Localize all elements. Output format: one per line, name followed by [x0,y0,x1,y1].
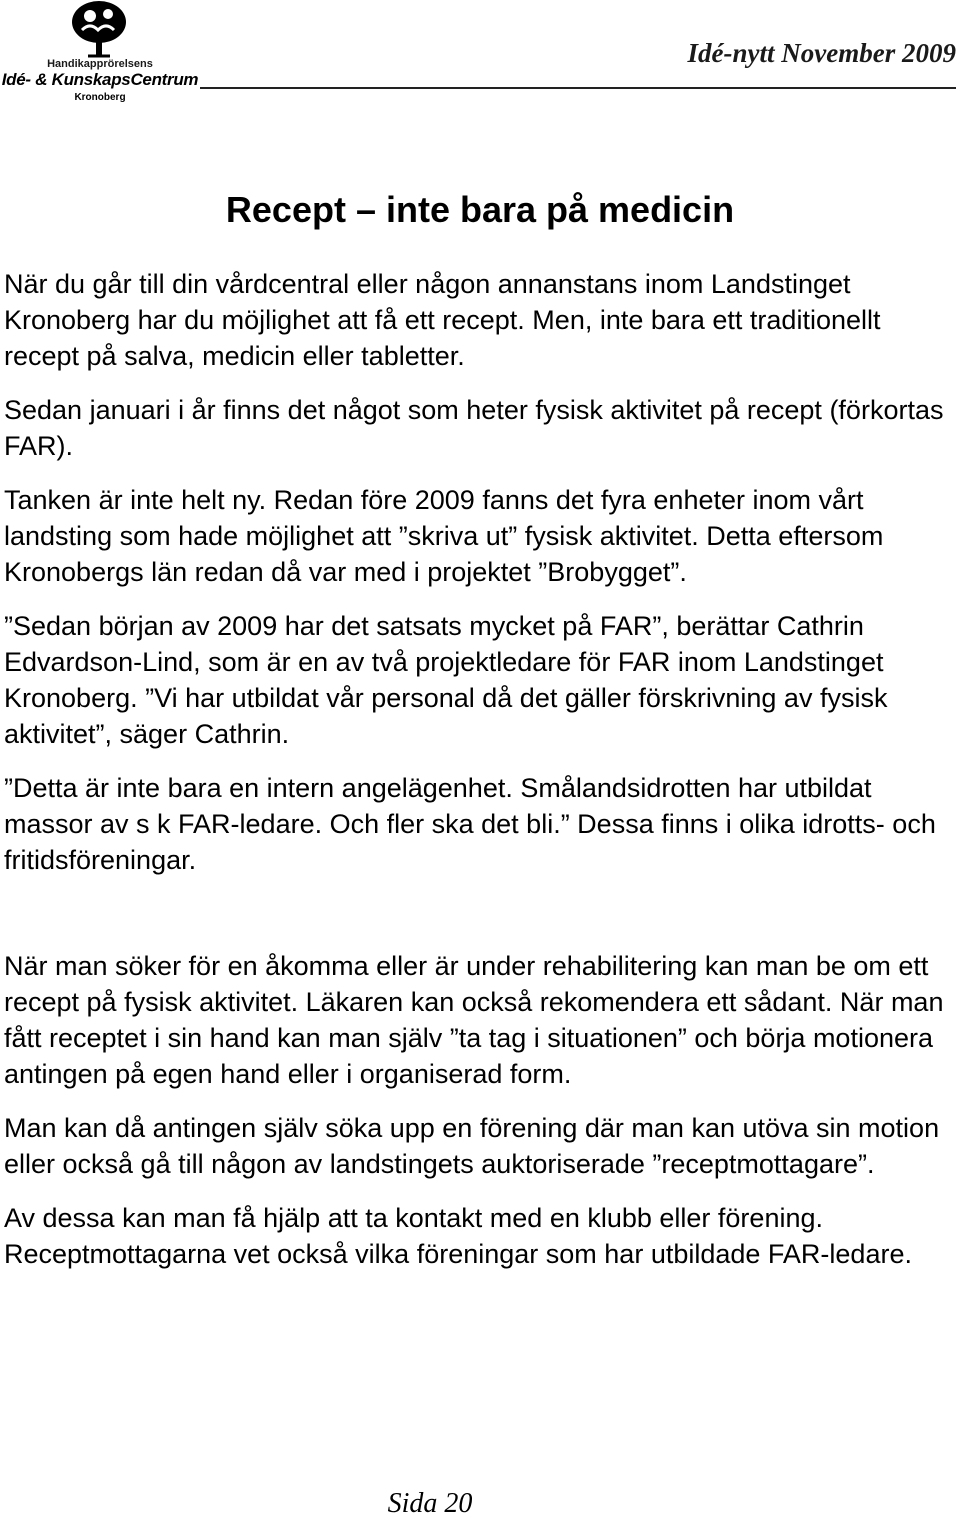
newsletter-title: Idé-nytt November 2009 [687,38,956,68]
article-headline: Recept – inte bara på medicin [225,189,735,230]
paragraph-history: Tanken är inte helt ny. Redan före 2009 fanns det fyra enheter inom vårt landsting som hade möjlighet att ”skriva ut” fysisk aktivitet. Detta eftersom Kronobergs län redan då var med i projektet ”Brobygget”. [4,485,884,587]
paragraph-spacer [4,752,954,770]
paragraph-intro: När du går till din vårdcentral eller någon annanstans inom Landstinget Kronoberg har du möjlighet att få ett recept. Men, inte bara ett traditionellt recept på salva, medicin eller tabletter. [4,269,881,371]
article-body [4,266,954,1272]
paragraph-far-definition: Sedan januari i år finns det något som heter fysisk aktivitet på recept (förkortas FAR). [4,395,944,461]
paragraph-far-leaders: ”Detta är inte bara en intern angelägenhet. Smålandsidrotten har utbildat massor av s k FAR-ledare. Och fler ska det bli.” Dessa finns i olika idrotts- och fritidsföreningar. [4,773,936,875]
section-spacer [4,878,954,948]
paragraph-spacer [4,374,954,392]
paragraph-spacer [4,1092,954,1110]
paragraph-options: Man kan då antingen själv söka upp en förening där man kan utöva sin motion eller också gå till någon av landstingets auktoriserade ”receptmottagare”. [4,1113,940,1179]
paragraph-how-to-get: När man söker för en åkomma eller är under rehabilitering kan man be om ett recept på fysisk aktivitet. Läkaren kan också rekomendera ett sådant. När man fått receptet i sin hand kan man själv ”ta tag i situationen” och börja motionera antingen på egen hand eller i organiserad form. [4,951,944,1089]
paragraph-spacer [4,464,954,482]
header-divider [200,87,956,89]
paragraph-receivers: Av dessa kan man få hjälp att ta kontakt med en klubb eller förening. Receptmottagarna vet också vilka föreningar som har utbildade FAR-ledare. [4,1203,912,1269]
tree-people-icon [68,0,130,58]
logo-line-organization: Handikapprörelsens [47,58,153,70]
page-number: Sida 20 [387,1488,473,1519]
paragraph-quote-cathrin: ”Sedan början av 2009 har det satsats mycket på FAR”, berättar Cathrin Edvardson-Lind, som är en av två projektledare för FAR inom Landstinget Kronoberg. ”Vi har utbildat vår personal då det gäller förskrivning av fysisk aktivitet”, säger Cathrin. [4,611,888,749]
paragraph-spacer [4,1182,954,1200]
logo-line-region: Kronoberg [74,92,126,103]
organization-logo [0,0,200,106]
paragraph-spacer [4,590,954,608]
logo-line-centre-name: Idé- & KunskapsCentrum [1,70,199,89]
